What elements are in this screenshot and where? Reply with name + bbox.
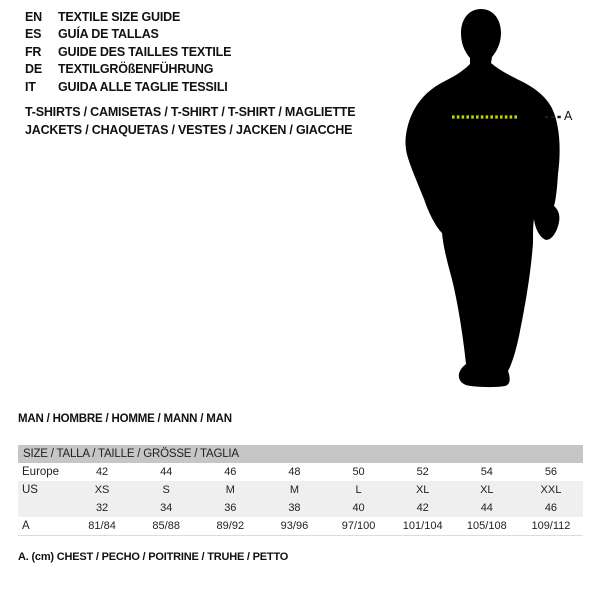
language-code: IT	[25, 79, 36, 94]
row-label: Europe	[22, 466, 60, 478]
man-silhouette-shape	[405, 9, 559, 387]
size-cell: S	[162, 484, 170, 496]
table-row-us	[18, 481, 583, 499]
size-cell: L	[355, 484, 362, 496]
size-cell: 32	[95, 502, 109, 514]
size-cell: 105/108	[466, 519, 507, 532]
language-code: FR	[25, 44, 42, 59]
row-label: A	[22, 519, 30, 532]
category-jackets: JACKETS / CHAQUETAS / VESTES / JACKEN / GIACCHE	[25, 123, 353, 137]
row-label	[18, 499, 70, 517]
size-cell: 93/96	[280, 519, 309, 532]
size-cell: XL	[415, 484, 430, 496]
section-title-man: MAN / HOMBRE / HOMME / MANN / MAN	[18, 413, 232, 425]
size-cell: 101/104	[402, 519, 443, 532]
size-cell: 46	[544, 502, 558, 514]
size-cell: XXL	[540, 484, 562, 496]
size-cell: 38	[288, 502, 301, 514]
size-cell: 44	[480, 502, 493, 514]
language-code: EN	[25, 9, 42, 24]
size-cell: 34	[160, 502, 173, 514]
size-cell: 81/84	[88, 519, 116, 532]
language-label: GUÍA DE TALLAS	[58, 27, 159, 42]
size-cell: M	[225, 484, 235, 496]
size-cell: 56	[544, 466, 558, 478]
size-cell: 89/92	[216, 519, 245, 532]
size-cell: M	[289, 484, 300, 496]
size-table-grid	[18, 463, 583, 536]
size-cell: XL	[480, 484, 494, 496]
size-cell: 40	[352, 502, 365, 514]
table-row-europe	[18, 463, 583, 481]
size-cell: 36	[224, 502, 237, 514]
category-tshirts: T-SHIRTS / CAMISETAS / T-SHIRT / T-SHIRT / MAGLIETTE	[25, 105, 356, 119]
size-cell: 52	[416, 466, 429, 478]
language-label: TEXTILGRÖßENFÜHRUNG	[58, 62, 214, 77]
size-cell: 44	[160, 466, 173, 478]
size-table-header: SIZE / TALLA / TAILLE / GRÖSSE / TAGLIA	[18, 445, 583, 463]
size-table	[18, 445, 583, 536]
language-code: DE	[25, 62, 42, 77]
language-code: ES	[25, 27, 42, 42]
table-row-chest-a	[18, 517, 583, 535]
table-row-numeric	[18, 499, 583, 517]
row-label: US	[22, 484, 38, 496]
size-cell: 42	[95, 466, 109, 478]
size-cell: 46	[224, 466, 237, 478]
size-cell: 109/112	[531, 519, 571, 532]
size-cell: 85/88	[152, 519, 180, 532]
size-cell: 42	[416, 502, 429, 514]
size-cell: XS	[94, 484, 110, 496]
measurement-footnote: A. (cm) CHEST / PECHO / POITRINE / TRUHE / PETTO	[18, 551, 289, 563]
size-cell: 48	[288, 466, 301, 478]
language-label: GUIDE DES TAILLES TEXTILE	[58, 44, 232, 59]
language-label: GUIDA ALLE TAGLIE TESSILI	[58, 79, 228, 94]
measurement-a-label: A	[564, 109, 573, 123]
language-label: TEXTILE SIZE GUIDE	[58, 9, 181, 24]
size-cell: 54	[480, 466, 493, 478]
size-cell: 50	[352, 466, 365, 478]
size-cell: 97/100	[341, 519, 376, 532]
